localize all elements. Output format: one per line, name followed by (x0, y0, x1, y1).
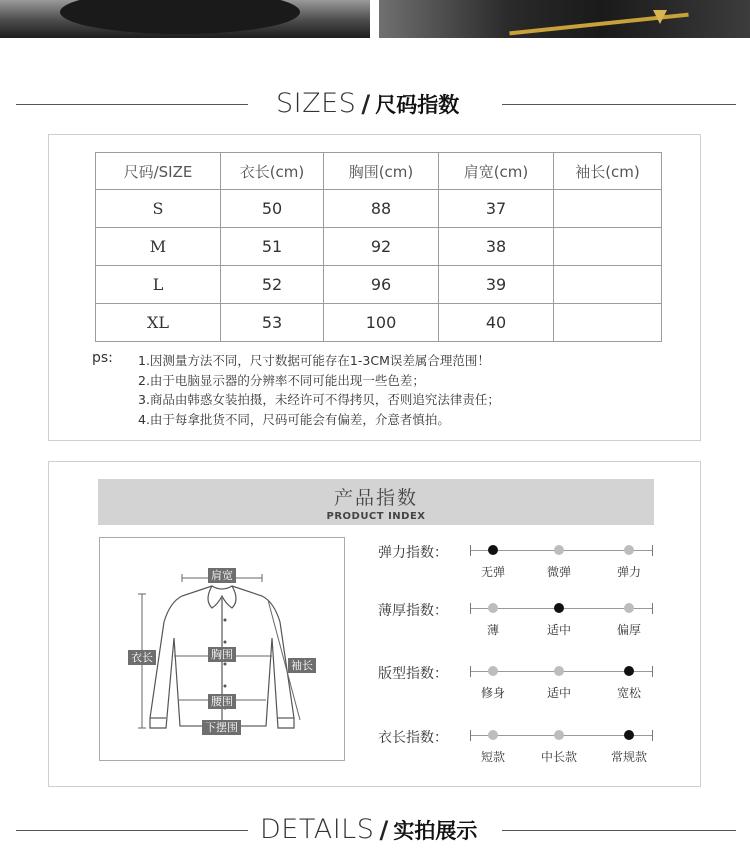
index-option-dot (488, 603, 498, 613)
index-option-dot (488, 545, 498, 555)
chest-cell: 96 (324, 266, 439, 304)
chest-cell: 100 (324, 304, 439, 342)
index-label: 版型指数： (378, 666, 448, 682)
hem-tag: 下摆围 (202, 720, 241, 735)
size-table-row (96, 266, 662, 304)
chest-cell: 88 (324, 190, 439, 228)
thickness-index (378, 600, 668, 640)
index-option-label: 中长款 (540, 750, 578, 764)
size-cell: XL (96, 304, 221, 342)
waist-tag: 腰围 (208, 694, 236, 709)
product-photo-strip (0, 0, 750, 38)
index-option-dot (624, 730, 634, 740)
index-option-dot (554, 666, 564, 676)
length-cell: 53 (221, 304, 324, 342)
note-line: 1.因测量方法不同，尺寸数据可能存在1-3CM误差属合理范围！ (138, 353, 490, 368)
elasticity-index (378, 542, 668, 582)
index-option-dot (488, 666, 498, 676)
length-cell: 52 (221, 266, 324, 304)
size-cell: S (96, 190, 221, 228)
sizes-title-cn: 尺码指数 (375, 93, 460, 117)
index-label: 薄厚指数： (378, 603, 448, 619)
note-line: 3.商品由韩惑女装拍摄，未经许可不得拷贝，否则追究法律责任； (138, 392, 500, 407)
length-index (378, 727, 668, 767)
size-table-header: 肩宽(cm) (439, 153, 554, 190)
garment-measurement-diagram (99, 537, 345, 761)
sizes-title-en: SIZES (276, 88, 357, 119)
index-option-dot (624, 666, 634, 676)
size-cell: L (96, 266, 221, 304)
shoulder-tag: 肩宽 (208, 568, 236, 583)
product-index-title-cn: 产品指数 (333, 487, 418, 509)
size-table-header: 袖长(cm) (554, 153, 662, 190)
shoulder-cell: 37 (439, 190, 554, 228)
notes-prefix: ps: (92, 350, 113, 366)
details-title-cn: 实拍展示 (393, 819, 478, 843)
index-label: 衣长指数： (378, 730, 448, 746)
index-option-dot (624, 545, 634, 555)
size-cell: M (96, 228, 221, 266)
length-cell: 50 (221, 190, 324, 228)
index-option-dot (488, 730, 498, 740)
chest-tag: 胸围 (208, 647, 236, 662)
shoulder-cell: 38 (439, 228, 554, 266)
index-option-label: 弹力 (616, 565, 642, 579)
note-line: 2.由于电脑显示器的分辨率不同可能出现一些色差； (138, 373, 425, 388)
sizes-title-separator: / (361, 90, 371, 118)
index-option-dot (624, 603, 634, 613)
fit-index (378, 663, 668, 703)
product-photo-right (379, 0, 750, 38)
index-option-label: 适中 (546, 623, 572, 637)
size-table-header: 尺码/SIZE (96, 153, 221, 190)
chest-cell: 92 (324, 228, 439, 266)
shoulder-cell: 39 (439, 266, 554, 304)
shoulder-cell: 40 (439, 304, 554, 342)
size-table-row (96, 228, 662, 266)
sizes-section-title (0, 84, 750, 124)
size-table-header: 衣长(cm) (221, 153, 324, 190)
index-option-label: 短款 (480, 750, 506, 764)
index-option-label: 薄 (486, 623, 500, 637)
sleeve-cell (554, 266, 662, 304)
sleeve-cell (554, 228, 662, 266)
product-photo-left (0, 0, 370, 38)
index-label: 弹力指数： (378, 545, 448, 561)
index-option-label: 偏厚 (616, 623, 642, 637)
size-table (95, 152, 662, 342)
size-table-row (96, 304, 662, 342)
size-table-header: 胸围(cm) (324, 153, 439, 190)
details-title-en: DETAILS (260, 814, 375, 845)
index-option-dot (554, 730, 564, 740)
length-tag: 衣长 (128, 650, 156, 665)
index-option-dot (554, 545, 564, 555)
index-option-label: 微弹 (546, 565, 572, 579)
index-option-dot (554, 603, 564, 613)
sleeve-cell (554, 190, 662, 228)
index-option-label: 修身 (480, 686, 506, 700)
index-option-label: 常规款 (610, 750, 648, 764)
index-option-label: 适中 (546, 686, 572, 700)
note-line: 4.由于每拿批货不同，尺码可能会有偏差，介意者慎拍。 (138, 412, 450, 427)
length-cell: 51 (221, 228, 324, 266)
index-option-label: 无弹 (480, 565, 506, 579)
sleeve-cell (554, 304, 662, 342)
size-table-row (96, 190, 662, 228)
product-index-banner (98, 479, 654, 525)
details-section-title (0, 810, 750, 850)
sleeve-tag: 袖长 (288, 658, 316, 673)
index-option-label: 宽松 (616, 686, 642, 700)
size-table-header-row (96, 153, 662, 190)
product-index-title-en: PRODUCT INDEX (326, 511, 426, 522)
details-title-separator: / (379, 816, 389, 844)
